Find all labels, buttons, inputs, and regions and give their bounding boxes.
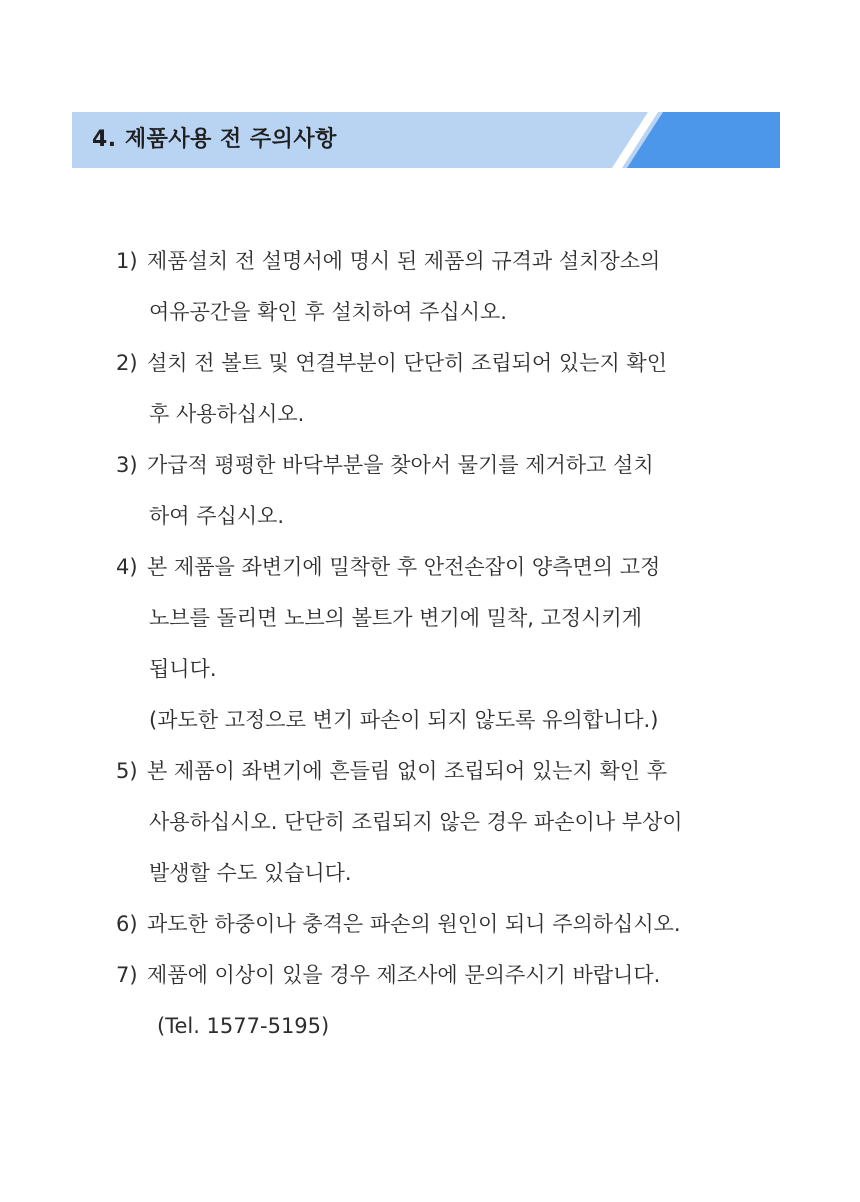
item-number: 2) bbox=[116, 351, 138, 375]
item-text-line: 본 제품이 좌변기에 흔들림 없이 조립되어 있는지 확인 후 bbox=[147, 759, 667, 783]
item-number: 3) bbox=[116, 453, 138, 477]
item-text-line: 됩니다. bbox=[149, 657, 217, 681]
item-number: 4) bbox=[116, 555, 138, 579]
section-title: 4. 제품사용 전 주의사항 bbox=[92, 127, 337, 152]
item-text-line: 후 사용하십시오. bbox=[149, 402, 305, 426]
item-text-line: 발생할 수도 있습니다. bbox=[149, 861, 352, 885]
precaution-item-2 bbox=[116, 338, 756, 440]
precaution-item-3 bbox=[116, 440, 756, 542]
item-text-line: 여유공간을 확인 후 설치하여 주십시오. bbox=[149, 300, 507, 324]
item-text-line: 제품설치 전 설명서에 명시 된 제품의 규격과 설치장소의 bbox=[147, 249, 661, 273]
item-text-line: 본 제품을 좌변기에 밀착한 후 안전손잡이 양측면의 고정 bbox=[147, 555, 661, 579]
precaution-item-4 bbox=[116, 542, 756, 746]
precautions-list bbox=[116, 236, 756, 1052]
item-number: 5) bbox=[116, 759, 138, 783]
item-aside-note: (과도한 고정으로 변기 파손이 되지 않도록 유의합니다.) bbox=[149, 708, 659, 732]
item-text-line: 가급적 평평한 바닥부분을 찾아서 물기를 제거하고 설치 bbox=[147, 453, 654, 477]
item-text-line: 하여 주십시오. bbox=[149, 504, 285, 528]
precaution-item-1 bbox=[116, 236, 756, 338]
contact-phone: (Tel. 1577-5195) bbox=[157, 1014, 330, 1038]
item-text-line: 설치 전 볼트 및 연결부분이 단단히 조립되어 있는지 확인 bbox=[147, 351, 667, 375]
item-number: 7) bbox=[116, 963, 138, 987]
item-text-line: 노브를 돌리면 노브의 볼트가 변기에 밀착, 고정시키게 bbox=[149, 606, 643, 630]
precaution-item-5 bbox=[116, 746, 756, 899]
item-number: 1) bbox=[116, 249, 138, 273]
item-text-line: 제품에 이상이 있을 경우 제조사에 문의주시기 바랍니다. bbox=[147, 963, 661, 987]
item-number: 6) bbox=[116, 912, 138, 936]
item-text-line: 과도한 하중이나 충격은 파손의 원인이 되니 주의하십시오. bbox=[147, 912, 681, 936]
precaution-item-6 bbox=[116, 899, 756, 950]
precaution-item-7 bbox=[116, 950, 756, 1052]
item-text-line: 사용하십시오. 단단히 조립되지 않은 경우 파손이나 부상이 bbox=[149, 810, 683, 834]
